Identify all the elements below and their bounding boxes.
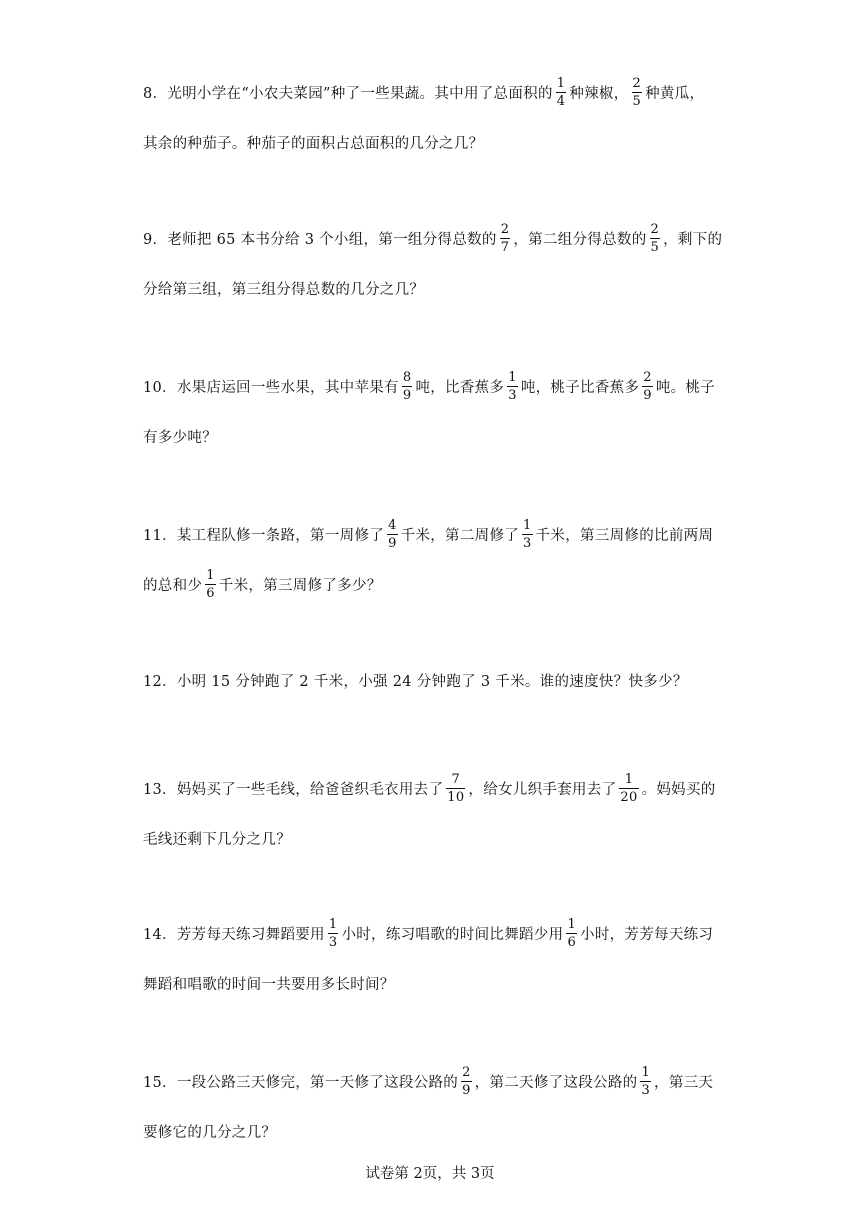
fraction: [446, 773, 465, 804]
fraction: [642, 371, 653, 402]
fraction-numerator: 2: [632, 75, 642, 91]
fraction-numerator: 4: [388, 517, 397, 533]
fraction: [387, 519, 398, 550]
fraction: [522, 519, 533, 550]
fraction-bar: [328, 933, 339, 934]
problem-text: 。妈妈买的: [641, 781, 716, 798]
fraction-denominator: 3: [508, 387, 517, 403]
fraction-denominator: 6: [206, 585, 215, 601]
fraction-numerator: 2: [643, 369, 652, 385]
problem-text: 12．小明 15 分钟跑了 2 千米，小强 24 分钟跑了 3 千米。谁的速度快？快多少？: [143, 673, 688, 690]
problem-text: ，剩下的: [663, 231, 723, 248]
fraction-bar: [446, 788, 465, 789]
fraction-numerator: 8: [402, 369, 412, 385]
fraction: [556, 77, 567, 108]
problem-text: 吨。桃子: [655, 379, 716, 396]
problem-line: [143, 218, 722, 258]
fraction: [461, 1066, 472, 1097]
fraction-numerator: 1: [556, 75, 566, 91]
fraction-denominator: 3: [523, 535, 532, 551]
problem-text: 毛线还剩下几分之几？: [143, 831, 291, 848]
fraction: [402, 371, 413, 402]
fraction-denominator: 9: [388, 535, 397, 551]
fraction-bar: [632, 92, 643, 93]
fraction-denominator: 10: [447, 789, 465, 805]
problem-text: 小时，练习唱歌的时间比舞蹈少用: [341, 926, 564, 943]
fraction: [507, 371, 518, 402]
fraction-bar: [642, 386, 653, 387]
fraction-bar: [205, 584, 216, 585]
problem-line: [143, 72, 704, 112]
fraction: [328, 918, 339, 949]
problem-line: [143, 660, 688, 700]
fraction-numerator: 2: [462, 1064, 471, 1080]
problem-line: [143, 416, 217, 456]
problem-text: 种黄瓜，: [645, 85, 705, 102]
fraction-denominator: 9: [462, 1082, 471, 1098]
problem-line: [143, 268, 424, 308]
problem-text: 的总和少: [143, 577, 203, 594]
problem-text: ，第三天: [654, 1074, 714, 1091]
fraction-bar: [387, 534, 398, 535]
fraction-denominator: 3: [641, 1082, 651, 1098]
fraction-numerator: 1: [206, 567, 215, 583]
problem-line: [143, 913, 713, 953]
problem-text: 千米，第二周修了: [400, 527, 520, 544]
fraction-denominator: 6: [567, 934, 577, 950]
fraction-denominator: 9: [402, 387, 412, 403]
problem-text: 吨，比香蕉多: [415, 379, 505, 396]
problem-text: 13．妈妈买了一些毛线，给爸爸织毛衣用去了: [143, 781, 444, 798]
fraction-denominator: 5: [650, 239, 660, 255]
problem-text: 14．芳芳每天练习舞蹈要用: [143, 926, 325, 943]
fraction-numerator: 1: [508, 369, 517, 385]
fraction-bar: [522, 534, 533, 535]
fraction-bar: [556, 92, 567, 93]
problem-text: 种辣椒，: [569, 85, 629, 102]
problem-text: 11．某工程队修一条路，第一周修了: [143, 527, 385, 544]
problem-text: ，第二组分得总数的: [513, 231, 647, 248]
fraction-bar: [640, 1081, 651, 1082]
problem-text: 分给第三组，第三组分得总数的几分之几？: [143, 281, 425, 298]
problem-text: ，给女儿织手套用去了: [468, 781, 617, 798]
problem-text: 要修它的几分之几？: [143, 1124, 277, 1141]
fraction-numerator: 1: [328, 916, 338, 932]
fraction: [640, 1066, 651, 1097]
problem-text: 舞蹈和唱歌的时间一共要用多长时间？: [143, 976, 395, 993]
problem-line: [143, 564, 382, 604]
page-footer: 试卷第 2页，共 3页: [365, 1166, 495, 1182]
fraction-numerator: 2: [650, 221, 660, 237]
problem-line: [143, 122, 483, 162]
problem-line: [143, 514, 713, 554]
fraction-denominator: 9: [643, 387, 652, 403]
problem-text: 有多少吨？: [143, 429, 217, 446]
problem-text: 8．光明小学在“小农夫菜园”种了一些果蔬。其中用了总面积的: [143, 85, 553, 102]
problem-line: [143, 1111, 276, 1151]
problem-text: 吨，桃子比香蕉多: [520, 379, 640, 396]
fraction: [650, 223, 661, 254]
fraction-denominator: 20: [620, 789, 638, 805]
fraction-numerator: 1: [567, 916, 577, 932]
fraction-denominator: 4: [556, 93, 566, 109]
problem-line: [143, 818, 291, 858]
fraction: [632, 77, 643, 108]
fraction-bar: [402, 386, 413, 387]
fraction-numerator: 1: [523, 517, 532, 533]
problem-text: ，第二天修了这段公路的: [474, 1074, 638, 1091]
fraction-bar: [566, 933, 577, 934]
fraction-numerator: 2: [500, 221, 510, 237]
fraction-denominator: 3: [328, 934, 338, 950]
fraction-numerator: 1: [641, 1064, 651, 1080]
fraction-numerator: 7: [451, 771, 461, 787]
fraction: [566, 918, 577, 949]
fraction-bar: [507, 386, 518, 387]
problem-line: [143, 963, 395, 1003]
problem-text: 小时，芳芳每天练习: [580, 926, 714, 943]
problem-text: 千米，第三周修了多少？: [218, 577, 382, 594]
fraction-bar: [650, 238, 661, 239]
fraction-numerator: 1: [624, 771, 634, 787]
problem-line: [143, 1061, 713, 1101]
fraction-denominator: 5: [632, 93, 642, 109]
problem-text: 其余的种茄子。种茄子的面积占总面积的几分之几？: [143, 135, 484, 152]
fraction-denominator: 7: [500, 239, 510, 255]
fraction: [205, 569, 216, 600]
problem-text: 10．水果店运回一些水果，其中苹果有: [143, 379, 399, 396]
fraction-bar: [619, 788, 638, 789]
fraction: [619, 773, 638, 804]
problem-text: 9．老师把 65 本书分给 3 个小组，第一组分得总数的: [143, 231, 497, 248]
fraction-bar: [461, 1081, 472, 1082]
problem-line: [143, 768, 716, 808]
fraction-bar: [500, 238, 511, 239]
problem-line: [143, 366, 715, 406]
fraction: [500, 223, 511, 254]
problem-text: 15．一段公路三天修完，第一天修了这段公路的: [143, 1074, 459, 1091]
problem-text: 千米，第三周修的比前两周: [535, 527, 714, 544]
